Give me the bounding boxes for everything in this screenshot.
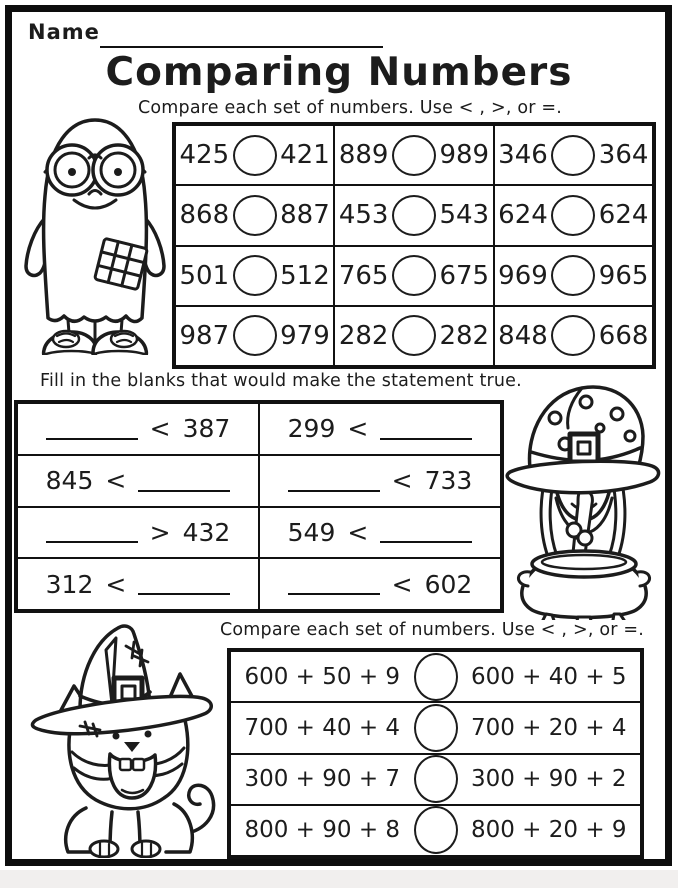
number: 432 (182, 517, 231, 547)
number: 549 (287, 517, 336, 547)
left-number: 868 (179, 200, 230, 231)
left-number: 501 (179, 260, 230, 291)
answer-circle[interactable] (551, 315, 595, 356)
ghost-kid-clipart-icon (14, 110, 176, 355)
instruction-compare-bottom: Compare each set of numbers. Use < , >, or =. (219, 620, 645, 640)
answer-circle[interactable] (233, 255, 277, 296)
compare-numbers-grid (172, 122, 656, 369)
answer-circle[interactable] (392, 195, 436, 236)
right-number: 668 (598, 320, 649, 351)
sum-row (230, 754, 641, 805)
number: 845 (45, 466, 94, 496)
sum-row (230, 702, 641, 753)
answer-blank[interactable] (380, 521, 472, 543)
witch-cauldron-clipart-icon (500, 374, 665, 620)
left-expression: 800 + 90 + 8 (244, 817, 401, 844)
answer-blank[interactable] (380, 418, 472, 440)
right-number: 421 (280, 140, 330, 171)
answer-circle[interactable] (414, 806, 458, 854)
answer-circle[interactable] (233, 135, 277, 176)
answer-circle[interactable] (414, 755, 458, 803)
left-number: 282 (338, 320, 389, 351)
right-number: 624 (598, 200, 649, 231)
page-bottom-margin (0, 870, 678, 888)
number: 733 (424, 466, 473, 496)
blank-cell (259, 558, 501, 610)
blank-cell (17, 403, 259, 455)
right-number: 543 (439, 200, 490, 231)
answer-blank[interactable] (46, 418, 138, 440)
compare-cell (334, 185, 493, 245)
compare-cell (334, 246, 493, 306)
number: 299 (287, 414, 336, 444)
answer-circle[interactable] (392, 315, 436, 356)
answer-blank[interactable] (138, 573, 230, 595)
sum-row (230, 805, 641, 856)
operator: < (391, 569, 413, 599)
number: 387 (182, 414, 231, 444)
page-title: Comparing Numbers (105, 50, 573, 95)
compare-cell (494, 246, 653, 306)
answer-circle[interactable] (551, 255, 595, 296)
answer-blank[interactable] (138, 470, 230, 492)
fill-blanks-table (14, 400, 504, 613)
answer-circle[interactable] (414, 704, 458, 752)
compare-cell (175, 246, 334, 306)
right-number: 364 (598, 140, 649, 171)
right-number: 512 (280, 260, 330, 291)
answer-circle[interactable] (551, 135, 595, 176)
answer-blank[interactable] (46, 521, 138, 543)
operator: > (149, 517, 171, 547)
right-number: 965 (598, 260, 649, 291)
blank-cell (259, 507, 501, 559)
right-number: 979 (280, 320, 330, 351)
operator: < (105, 466, 127, 496)
blank-cell (17, 507, 259, 559)
cat-witch-hat-clipart-icon (22, 616, 218, 858)
left-expression: 300 + 90 + 7 (244, 766, 401, 793)
answer-circle[interactable] (392, 135, 436, 176)
sum-row (230, 651, 641, 702)
compare-cell (494, 185, 653, 245)
operator: < (105, 569, 127, 599)
number: 602 (424, 569, 473, 599)
blank-cell (17, 558, 259, 610)
answer-blank[interactable] (288, 470, 380, 492)
left-number: 889 (338, 140, 389, 171)
left-number: 987 (179, 320, 230, 351)
left-number: 765 (338, 260, 389, 291)
instruction-fill-blanks: Fill in the blanks that would make the statement true. (40, 371, 522, 391)
instruction-compare-top: Compare each set of numbers. Use < , >, or =. (137, 98, 563, 118)
left-expression: 600 + 50 + 9 (244, 663, 401, 690)
compare-cell (334, 306, 493, 366)
right-expression: 800 + 20 + 9 (470, 817, 627, 844)
right-number: 282 (439, 320, 490, 351)
operator: < (391, 466, 413, 496)
blank-cell (259, 455, 501, 507)
operator: < (149, 414, 171, 444)
name-label: Name (28, 20, 100, 44)
right-number: 887 (280, 200, 330, 231)
answer-circle[interactable] (551, 195, 595, 236)
left-expression: 700 + 40 + 4 (244, 714, 401, 741)
number: 312 (45, 569, 94, 599)
blank-cell (259, 403, 501, 455)
answer-circle[interactable] (233, 315, 277, 356)
answer-circle[interactable] (392, 255, 436, 296)
compare-cell (334, 125, 493, 185)
compare-cell (175, 185, 334, 245)
name-input-line[interactable] (100, 46, 383, 48)
operator: < (347, 414, 369, 444)
right-expression: 600 + 40 + 5 (470, 663, 627, 690)
compare-sums-table (227, 648, 644, 859)
right-expression: 700 + 20 + 4 (470, 714, 627, 741)
right-number: 989 (439, 140, 490, 171)
left-number: 453 (338, 200, 389, 231)
right-expression: 300 + 90 + 2 (470, 766, 627, 793)
left-number: 848 (498, 320, 548, 351)
answer-blank[interactable] (288, 573, 380, 595)
compare-cell (494, 306, 653, 366)
right-number: 675 (439, 260, 490, 291)
blank-cell (17, 455, 259, 507)
compare-cell (175, 125, 334, 185)
operator: < (347, 517, 369, 547)
left-number: 346 (498, 140, 548, 171)
left-number: 969 (498, 260, 548, 291)
answer-circle[interactable] (414, 653, 458, 701)
answer-circle[interactable] (233, 195, 277, 236)
compare-cell (175, 306, 334, 366)
left-number: 425 (179, 140, 230, 171)
compare-cell (494, 125, 653, 185)
left-number: 624 (498, 200, 548, 231)
